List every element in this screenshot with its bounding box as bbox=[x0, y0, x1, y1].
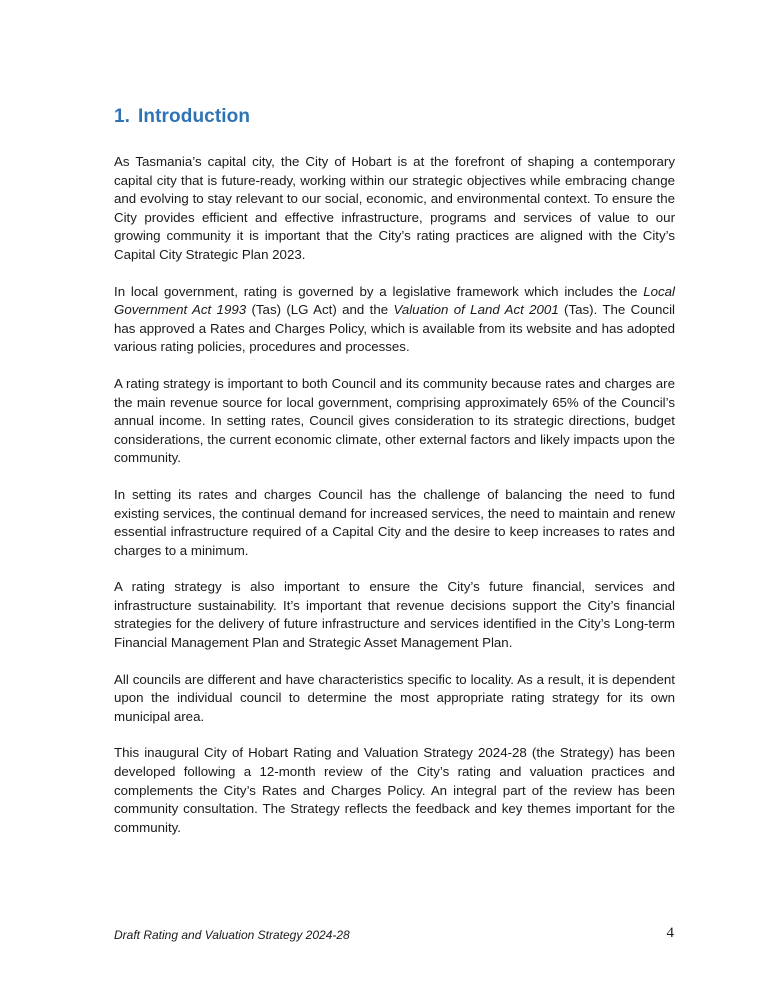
paragraph-5: A rating strategy is also important to ensure the City’s future financial, services and infrastructure sustainability. It’s important that revenue decisions support the City’s financial strategies for the delivery of future infrastructure and services identified in the City’s Long-term Financial Management Plan and Strategic Asset Management Plan. bbox=[114, 579, 675, 651]
section-heading bbox=[114, 106, 250, 128]
paragraph-3: A rating strategy is important to both Council and its community because rates and charges are the main revenue source for local government, comprising approximately 65% of the Council’s annual income. In setting rates, Council gives consideration to its strategic directions, budget considerations, the current economic climate, other external factors and likely impacts upon the community. bbox=[114, 375, 675, 466]
act-title-valuation-of-land: Valuation of Land Act 2001 bbox=[393, 302, 559, 318]
paragraph-1: As Tasmania’s capital city, the City of Hobart is at the forefront of shaping a contemporary capital city that is future-ready, working within our strategic objectives while embracing change and evolving to stay relevant to our social, economic, and environmental context. To ensure the City provides efficient and effective infrastructure, programs and services of value to our growing community it is important that the City’s rating practices are aligned with the City’s Capital City Strategic Plan 2023. bbox=[114, 154, 675, 262]
paragraph-7: This inaugural City of Hobart Rating and Valuation Strategy 2024-28 (the Strategy) has been developed following a 12-month review of the City’s rating and valuation practices and complements the City’s Rates and Charges Policy. An integral part of the review has been community consultation. The Strategy reflects the feedback and key themes important for the community. bbox=[114, 745, 675, 835]
paragraph-2-text-c: (Tas) (LG Act) and the bbox=[246, 302, 394, 318]
act-title-local-government: Local Government Act 1993 bbox=[114, 283, 675, 318]
section-number: 1. bbox=[114, 106, 131, 127]
paragraph-2-text-a: In local government, rating is governed by a legislative framework which includes the bbox=[114, 283, 644, 299]
footer-document-title: Draft Rating and Valuation Strategy 2024-28 bbox=[114, 928, 350, 942]
body-text bbox=[114, 153, 675, 855]
paragraph-2-text-e: (Tas). The Council has approved a Rates and Charges Policy, which is available from its website and has adopted various rating policies, procedures and processes. bbox=[114, 302, 675, 355]
page-number: 4 bbox=[666, 925, 674, 941]
paragraph-6: All councils are different and have characteristics specific to locality. As a result, it is dependent upon the individual council to determine the most appropriate rating strategy for its own municipal area. bbox=[114, 671, 675, 724]
paragraph-2 bbox=[114, 283, 675, 357]
paragraph-4: In setting its rates and charges Council has the challenge of balancing the need to fund existing services, the continual demand for increased services, the need to maintain and renew essential infrastructure required of a Capital City and the desire to keep increases to rates and charges to a minimum. bbox=[114, 486, 675, 558]
section-title: Introduction bbox=[138, 106, 251, 127]
